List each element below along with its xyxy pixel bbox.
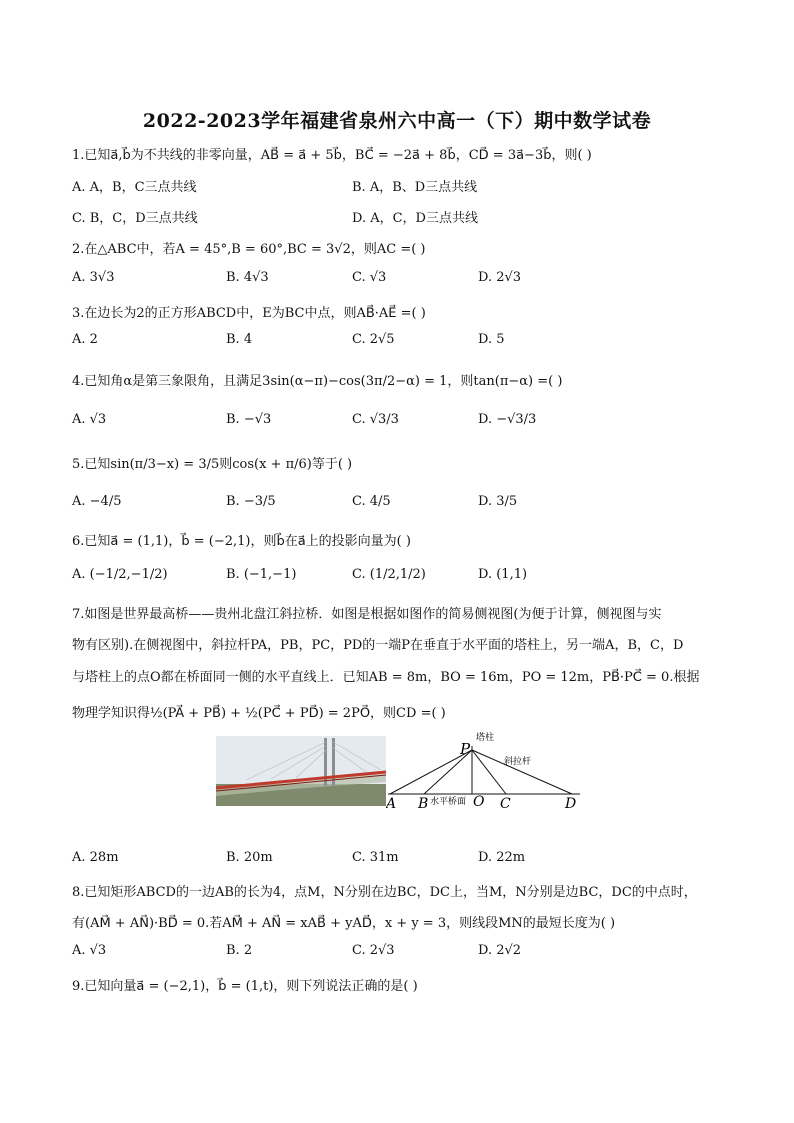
q4-option-c: C. √3/3 <box>352 412 399 427</box>
q6-option-b: B. (−1,−1) <box>226 567 297 582</box>
q2-option-d: D. 2√3 <box>478 270 522 285</box>
q3-option-c: C. 2√5 <box>352 332 395 347</box>
question-8-line-1: 8.已知矩形ABCD的一边AB的长为4，点M，N分别在边BC，DC上，当M，N分别是边BC，DC的中点时， <box>72 885 697 900</box>
bridge-photo <box>216 736 386 806</box>
q5-option-d: D. 3/5 <box>478 494 518 509</box>
question-8-line-2: 有(AM⃗ + AN⃗)·BD⃗ = 0.若AM⃗ + AN⃗ = xAB⃗ + yAD⃗，x + y = 3，则线段MN的最短长度为( ) <box>72 916 616 931</box>
q7-option-b: B. 20m <box>226 850 273 865</box>
question-7-line-2: 物有区别).在侧视图中，斜拉杆PA，PB，PC，PD的一端P在垂直于水平面的塔柱上，另一端A，B，C，D <box>72 638 684 653</box>
label-a: A <box>386 796 397 812</box>
q3-option-b: B. 4 <box>226 332 253 347</box>
question-2-stem: 2.在△ABC中，若A = 45°,B = 60°,BC = 3√2，则AC =( ) <box>72 242 426 257</box>
q1-option-c: C. B，C，D三点共线 <box>72 211 198 226</box>
q5-option-c: C. 4/5 <box>352 494 391 509</box>
q6-option-a: A. (−1/2,−1/2) <box>72 567 168 582</box>
q2-option-b: B. 4√3 <box>226 270 269 285</box>
label-deck: 水平桥面 <box>430 797 467 807</box>
question-9-stem: 9.已知向量a⃗ = (−2,1)，b⃗ = (1,t)，则下列说法正确的是( ) <box>72 979 418 994</box>
q8-option-a: A. √3 <box>72 943 107 958</box>
q5-option-b: B. −3/5 <box>226 494 276 509</box>
q5-option-a: A. −4/5 <box>72 494 122 509</box>
q2-option-c: C. √3 <box>352 270 387 285</box>
q8-option-c: C. 2√3 <box>352 943 395 958</box>
question-5-stem: 5.已知sin(π/3−x) = 3/5则cos(x + π/6)等于( ) <box>72 457 353 472</box>
bridge-side-view-diagram <box>386 730 586 816</box>
q7-option-d: D. 22m <box>478 850 526 865</box>
question-7-line-3: 与塔柱上的点O都在桥面同一侧的水平直线上．已知AB = 8m，BO = 16m，PO = 12m，PB⃗·PC⃗ = 0.根据 <box>72 670 700 685</box>
q7-option-a: A. 28m <box>72 850 119 865</box>
q6-option-d: D. (1,1) <box>478 567 528 582</box>
question-1-stem: 1.已知a⃗,b⃗为不共线的非零向量，AB⃗ = a⃗ + 5b⃗，BC⃗ = −2a⃗ + 8b⃗，CD⃗ = 3a⃗−3b⃗，则( ) <box>72 148 592 163</box>
q8-option-b: B. 2 <box>226 943 253 958</box>
label-d: D <box>565 796 577 812</box>
question-3-stem: 3.在边长为2的正方形ABCD中，E为BC中点，则AB⃗·AE⃗ =( ) <box>72 306 426 321</box>
q7-option-c: C. 31m <box>352 850 399 865</box>
q3-option-a: A. 2 <box>72 332 98 347</box>
q6-option-c: C. (1/2,1/2) <box>352 567 426 582</box>
q8-option-d: D. 2√2 <box>478 943 522 958</box>
label-o: O <box>473 794 485 810</box>
q1-option-a: A. A，B，C三点共线 <box>72 180 197 195</box>
label-p: P <box>460 740 471 758</box>
q4-option-d: D. −√3/3 <box>478 412 537 427</box>
page-title: 2022-2023学年福建省泉州六中高一（下）期中数学试卷 <box>142 110 652 132</box>
label-c: C <box>500 796 511 812</box>
question-4-stem: 4.已知角α是第三象限角，且满足3sin(α−π)−cos(3π/2−α) = 1，则tan(π−α) =( ) <box>72 374 563 389</box>
q2-option-a: A. 3√3 <box>72 270 115 285</box>
label-rod: 斜拉杆 <box>504 757 532 767</box>
q4-option-b: B. −√3 <box>226 412 272 427</box>
q4-option-a: A. √3 <box>72 412 107 427</box>
q1-option-b: B. A，B、D三点共线 <box>352 180 478 195</box>
question-7-line-1: 7.如图是世界最高桥——贵州北盘江斜拉桥．如图是根据如图作的简易侧视图(为便于计算，侧视图与实 <box>72 607 662 622</box>
q1-option-d: D. A，C，D三点共线 <box>352 211 478 226</box>
question-7-line-4: 物理学知识得½(PA⃗ + PB⃗) + ½(PC⃗ + PD⃗) = 2PO⃗，则CD =( ) <box>72 706 446 721</box>
question-6-stem: 6.已知a⃗ = (1,1)，b⃗ = (−2,1)，则b⃗在a⃗上的投影向量为( ) <box>72 534 411 549</box>
label-tower: 塔柱 <box>476 733 495 743</box>
label-b: B <box>418 796 429 812</box>
q3-option-d: D. 5 <box>478 332 505 347</box>
